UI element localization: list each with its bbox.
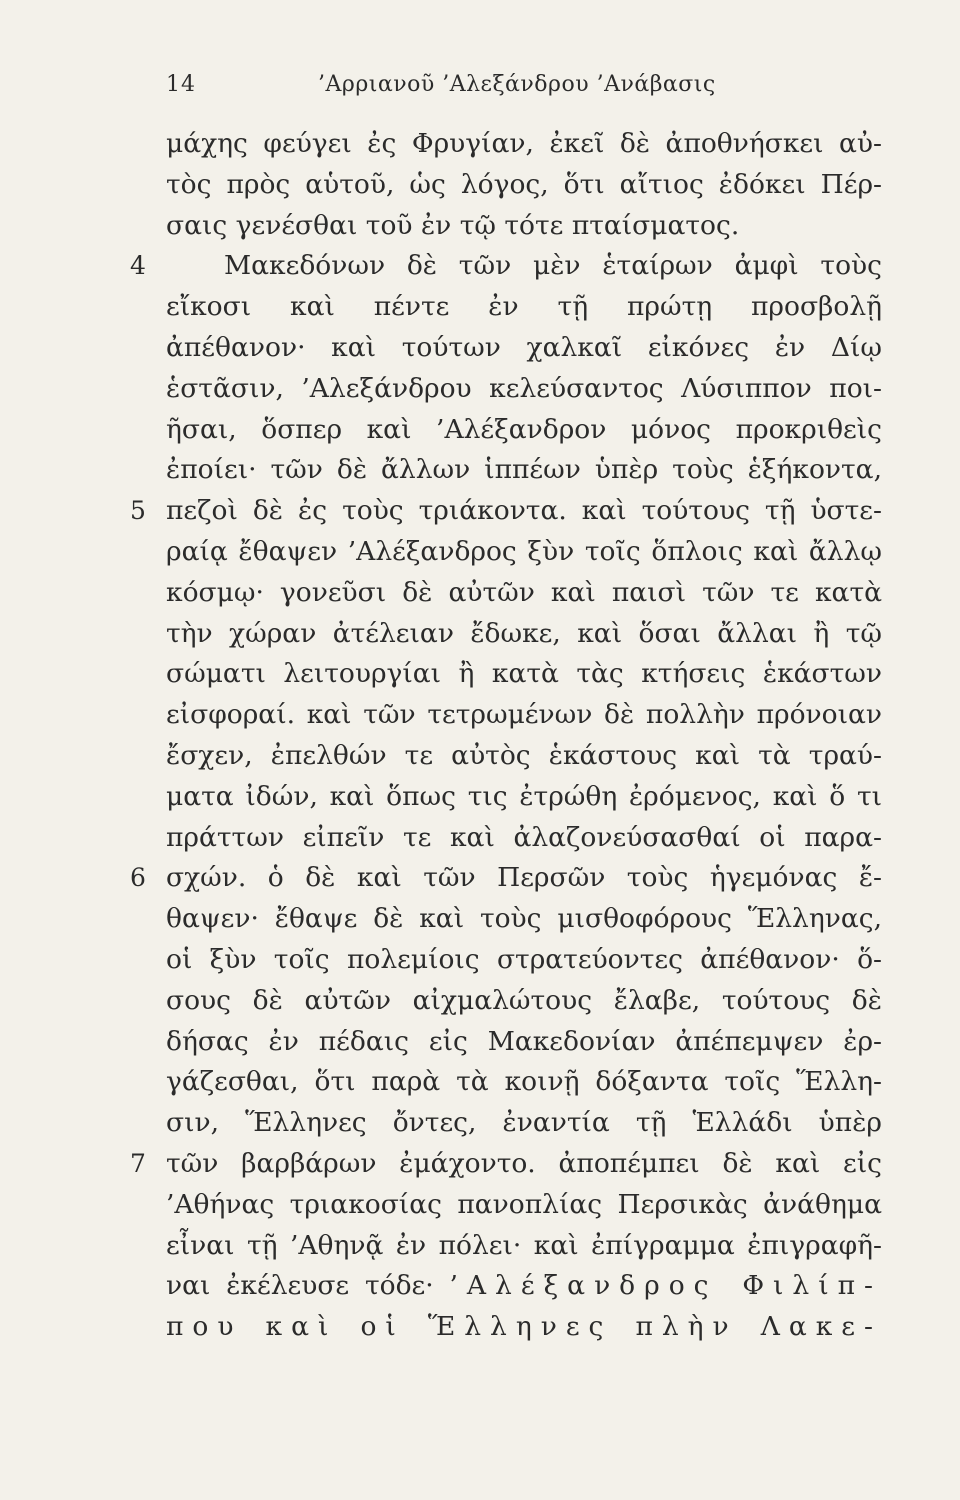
line-text: γάζεσθαι, ὅτι παρὰ τὰ κοινῇ δόξαντα τοῖς Ἕλλη-	[166, 1066, 882, 1098]
line-text: πράττων εἰπεῖν τε καὶ ἀλαζονεύσασθαί οἱ παρα-	[166, 821, 882, 853]
line-text: τῶν βαρβάρων ἐμάχοντο. ἀποπέμπει δὲ καὶ εἰς	[166, 1147, 882, 1179]
line-text: σιν, Ἕλληνες ὄντες, ἐναντία τῇ Ἑλλάδι ὑπὲρ	[166, 1107, 882, 1139]
text-line	[166, 818, 882, 859]
line-text: ἐποίει· τῶν δὲ ἄλλων ἱππέων ὑπὲρ τοὺς ἑξήκοντα,	[166, 454, 882, 486]
text-line	[166, 654, 882, 695]
line-text: ραίᾳ ἔθαψεν ’Αλέξανδρος ξὺν τοῖς ὅπλοις καὶ ἄλλῳ	[166, 535, 882, 567]
text-line	[166, 165, 882, 206]
text-line	[166, 1103, 882, 1144]
line-text: εἰσφοραί. καὶ τῶν τετρωμένων δὲ πολλὴν πρόνοιαν	[166, 699, 882, 731]
text-line	[166, 532, 882, 573]
text-line	[166, 614, 882, 655]
text-line	[166, 940, 882, 981]
line-text: Μακεδόνων δὲ τῶν μὲν ἑταίρων ἀμφὶ τοὺς	[224, 250, 882, 282]
text-line	[166, 328, 882, 369]
line-text: σους δὲ αὐτῶν αἰχμαλώτους ἔλαβε, τούτους δὲ	[166, 984, 882, 1016]
page-number: 14	[166, 72, 196, 97]
line-text: που καὶ οἱ Ἕλληνες πλὴν Λακε-	[166, 1311, 882, 1343]
running-head: ’Αρριανοῦ ’Αλεξάνδρου ’Ανάβασις	[318, 72, 716, 97]
text-line	[166, 573, 882, 614]
section-number: 4	[130, 251, 146, 281]
text-line	[166, 695, 882, 736]
text-line	[166, 369, 882, 410]
line-text: ἑστᾶσιν, ’Αλεξάνδρου κελεύσαντος Λύσιππον ποι-	[166, 372, 882, 404]
text-line	[166, 1226, 882, 1267]
line-text: οἱ ξὺν τοῖς πολεμίοις στρατεύοντες ἀπέθανον· ὅ-	[166, 943, 882, 975]
line-text: δήσας ἐν πέδαις εἰς Μακεδονίαν ἀπέπεμψεν ἐρ-	[166, 1025, 882, 1057]
text-line	[166, 1307, 882, 1348]
section-number: 6	[130, 863, 146, 893]
text-line	[166, 450, 882, 491]
section-number: 7	[130, 1148, 146, 1178]
main-text	[130, 124, 882, 1348]
text-line	[166, 287, 882, 328]
text-line	[166, 1185, 882, 1226]
line-text: σώματι λειτουργίαι ἢ κατὰ τὰς κτήσεις ἑκάστων	[166, 658, 882, 690]
line-text: ματα ἰδών, καὶ ὅπως τις ἐτρώθη ἐρόμενος, καὶ ὅ τι	[166, 780, 882, 812]
text-line	[166, 777, 882, 818]
text-line	[166, 1062, 882, 1103]
line-text: σχών. ὁ δὲ καὶ τῶν Περσῶν τοὺς ἡγεμόνας ἔ-	[166, 862, 882, 894]
line-text: τὸς πρὸς αὑτοῦ, ὡς λόγος, ὅτι αἴτιος ἐδόκει Πέρ-	[166, 168, 882, 200]
text-line	[166, 899, 882, 940]
text-line	[130, 1144, 882, 1185]
text-line	[166, 1266, 882, 1307]
line-text: ἔσχεν, ἐπελθών τε αὐτὸς ἑκάστους καὶ τὰ τραύ-	[166, 739, 882, 771]
text-line	[130, 491, 882, 532]
line-text: ’Αθήνας τριακοσίας πανοπλίας Περσικὰς ἀνάθημα	[166, 1188, 882, 1220]
line-text: πεζοὶ δὲ ἐς τοὺς τριάκοντα. καὶ τούτους τῇ ὑστε-	[166, 495, 882, 527]
text-line	[166, 981, 882, 1022]
text-line	[166, 1022, 882, 1063]
line-text: ναι ἐκέλευσε τόδε· ’Αλέξανδρος Φιλίπ-	[166, 1270, 882, 1302]
line-text: μάχης φεύγει ἐς Φρυγίαν, ἐκεῖ δὲ ἀποθνήσκει αὐ-	[166, 128, 882, 159]
line-text: ῆσαι, ὅσπερ καὶ ’Αλέξανδρον μόνος προκριθεὶς	[166, 413, 882, 445]
text-line	[166, 124, 882, 165]
line-text: θαψεν· ἔθαψε δὲ καὶ τοὺς μισθοφόρους Ἕλληνας,	[166, 903, 882, 935]
text-line	[130, 858, 882, 899]
section-number: 5	[130, 496, 146, 526]
text-line	[166, 736, 882, 777]
line-text: εἶναι τῇ ’Αθηνᾷ ἐν πόλει· καὶ ἐπίγραμμα ἐπιγραφῆ-	[166, 1229, 882, 1261]
line-text: σαις γενέσθαι τοῦ ἐν τῷ τότε πταίσματος.	[166, 209, 740, 241]
line-text: τὴν χώραν ἀτέλειαν ἔδωκε, καὶ ὅσαι ἄλλαι ἢ τῷ	[166, 617, 882, 649]
line-text: ἀπέθανον· καὶ τούτων χαλκαῖ εἰκόνες ἐν Δίῳ	[166, 331, 882, 363]
text-line	[166, 410, 882, 451]
text-line	[166, 206, 882, 247]
line-text: κόσμῳ· γονεῦσι δὲ αὐτῶν καὶ παισὶ τῶν τε κατὰ	[166, 576, 882, 608]
line-text: εἴκοσι καὶ πέντε ἐν τῇ πρώτῃ προσβολῇ	[166, 291, 882, 323]
text-line	[130, 246, 882, 287]
